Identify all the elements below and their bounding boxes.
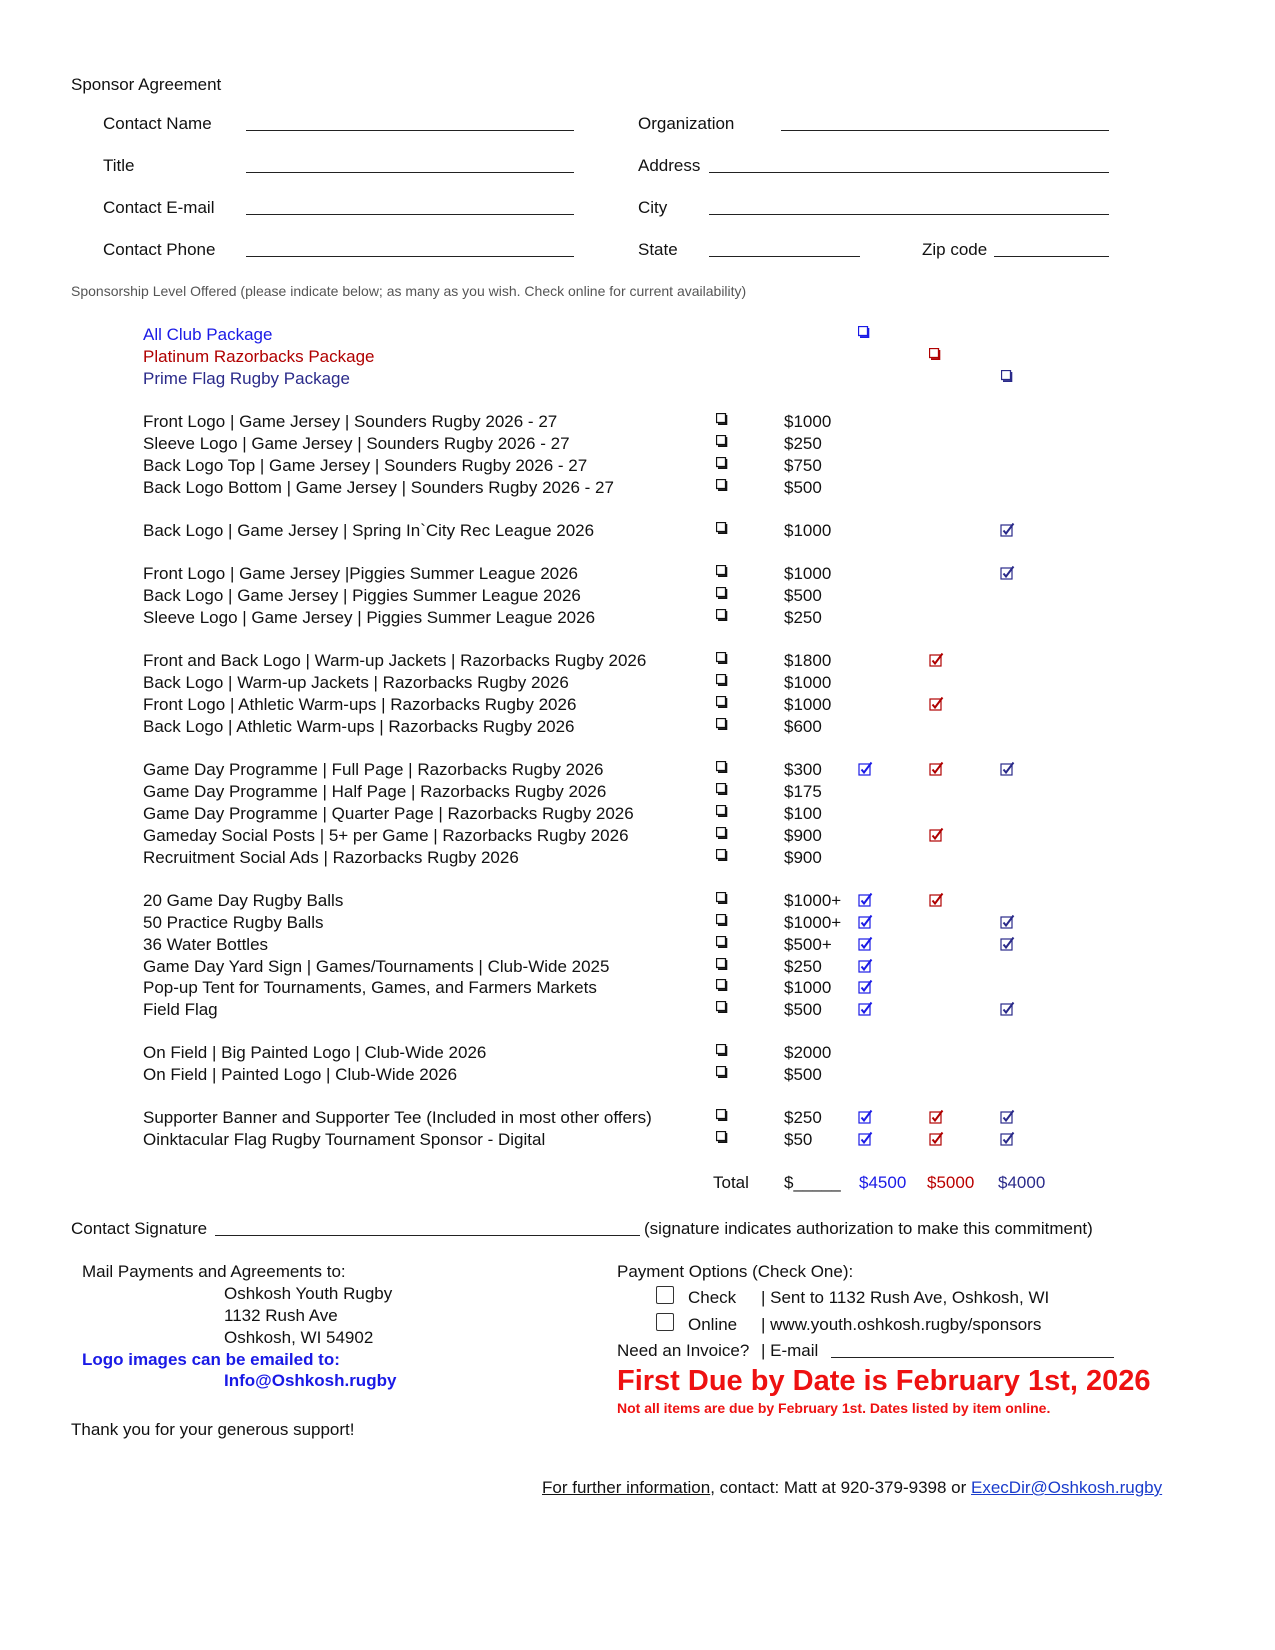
item-checkbox[interactable]: [716, 718, 728, 730]
package-included-check-icon: [858, 761, 873, 776]
footer-contact: [542, 1478, 1162, 1498]
payment-heading: Payment Options (Check One):: [617, 1262, 854, 1281]
item-label: Front Logo | Game Jersey | Sounders Rugby 2026 - 27: [143, 412, 558, 431]
item-checkbox[interactable]: [716, 696, 728, 708]
online-option-detail: | www.youth.oshkosh.rugby/sponsors: [761, 1315, 1042, 1334]
item-price: $500: [784, 1000, 822, 1019]
total-all-club: $4500: [859, 1173, 907, 1192]
city-label: City: [638, 198, 668, 217]
mail-street: 1132 Rush Ave: [224, 1306, 338, 1325]
package-name: All Club Package: [143, 325, 273, 344]
package-included-check-icon: [929, 827, 944, 842]
total-platinum: $5000: [927, 1173, 975, 1192]
contact-field-label: Contact Phone: [103, 240, 216, 259]
item-checkbox[interactable]: [716, 1131, 728, 1143]
package-included-check-icon: [1000, 936, 1015, 951]
thanks-text: Thank you for your generous support!: [71, 1420, 355, 1439]
package-included-check-icon: [1000, 522, 1015, 537]
item-price: $250: [784, 957, 822, 976]
total-label: Total: [713, 1173, 749, 1192]
package-included-check-icon: [929, 761, 944, 776]
package-name: Prime Flag Rugby Package: [143, 369, 350, 388]
item-label: Back Logo | Athletic Warm-ups | Razorbacks Rugby 2026: [143, 717, 575, 736]
package-included-check-icon: [929, 696, 944, 711]
package-included-check-icon: [858, 914, 873, 929]
levels-intro: Sponsorship Level Offered (please indicate below; as many as you wish. Check online for current availability): [71, 283, 747, 299]
item-price: $300: [784, 760, 822, 779]
package-checkbox[interactable]: [858, 326, 870, 338]
item-price: $900: [784, 826, 822, 845]
package-included-check-icon: [858, 936, 873, 951]
contact-field-input[interactable]: [246, 130, 574, 131]
item-checkbox[interactable]: [716, 565, 728, 577]
invoice-label: Need an Invoice?: [617, 1341, 750, 1360]
item-label: Game Day Programme | Full Page | Razorbacks Rugby 2026: [143, 760, 604, 779]
organization-field[interactable]: [781, 130, 1109, 131]
item-price: $500+: [784, 935, 832, 954]
online-option-label: Online: [688, 1315, 738, 1334]
zip-label: Zip code: [922, 240, 988, 259]
item-label: Back Logo | Game Jersey | Piggies Summer League 2026: [143, 586, 581, 605]
item-label: 50 Practice Rugby Balls: [143, 913, 324, 932]
check-option-detail: | Sent to 1132 Rush Ave, Oshkosh, WI: [761, 1288, 1050, 1307]
mail-org: Oshkosh Youth Rugby: [224, 1284, 393, 1303]
item-checkbox[interactable]: [716, 435, 728, 447]
exec-dir-email-link[interactable]: ExecDir@Oshkosh.rugby: [971, 1478, 1163, 1497]
package-name: Platinum Razorbacks Package: [143, 347, 375, 366]
package-included-check-icon: [858, 1109, 873, 1124]
check-option-box[interactable]: [656, 1286, 674, 1304]
item-checkbox[interactable]: [716, 914, 728, 926]
package-included-check-icon: [858, 892, 873, 907]
item-label: Back Logo Top | Game Jersey | Sounders Rugby 2026 - 27: [143, 456, 588, 475]
item-checkbox[interactable]: [716, 479, 728, 491]
page-title: Sponsor Agreement: [71, 75, 222, 94]
package-included-check-icon: [1000, 565, 1015, 580]
package-included-check-icon: [1000, 761, 1015, 776]
item-label: Oinktacular Flag Rugby Tournament Sponsor - Digital: [143, 1130, 546, 1149]
item-checkbox[interactable]: [716, 609, 728, 621]
item-checkbox[interactable]: [716, 1066, 728, 1078]
item-checkbox[interactable]: [716, 979, 728, 991]
invoice-email-field[interactable]: [831, 1357, 1114, 1358]
mail-heading: Mail Payments and Agreements to:: [82, 1262, 346, 1281]
item-checkbox[interactable]: [716, 761, 728, 773]
item-label: 20 Game Day Rugby Balls: [143, 891, 344, 910]
item-checkbox[interactable]: [716, 1044, 728, 1056]
item-label: Front Logo | Athletic Warm-ups | Razorbacks Rugby 2026: [143, 695, 577, 714]
contact-field-label: Contact E-mail: [103, 198, 215, 217]
item-checkbox[interactable]: [716, 827, 728, 839]
item-price: $1000+: [784, 891, 842, 910]
contact-field-label: Contact Name: [103, 114, 212, 133]
further-info: For further information: [542, 1478, 711, 1497]
address-label: Address: [638, 156, 701, 175]
item-checkbox[interactable]: [716, 849, 728, 861]
total-prime-flag: $4000: [998, 1173, 1046, 1192]
online-option-box[interactable]: [656, 1313, 674, 1331]
package-included-check-icon: [929, 652, 944, 667]
item-price: $500: [784, 586, 822, 605]
item-price: $1000: [784, 673, 832, 692]
item-label: Gameday Social Posts | 5+ per Game | Razorbacks Rugby 2026: [143, 826, 629, 845]
state-field[interactable]: [709, 256, 860, 257]
invoice-detail: | E-mail: [761, 1341, 819, 1360]
item-price: $250: [784, 608, 822, 627]
package-checkbox[interactable]: [1001, 370, 1013, 382]
package-included-check-icon: [1000, 1131, 1015, 1146]
item-label: Sleeve Logo | Game Jersey | Sounders Rugby 2026 - 27: [143, 434, 570, 453]
item-price: $750: [784, 456, 822, 475]
package-included-check-icon: [929, 1109, 944, 1124]
item-label: Game Day Programme | Half Page | Razorbacks Rugby 2026: [143, 782, 607, 801]
item-checkbox[interactable]: [716, 413, 728, 425]
item-label: Supporter Banner and Supporter Tee (Included in most other offers): [143, 1108, 652, 1127]
item-price: $50: [784, 1130, 813, 1149]
item-label: Pop-up Tent for Tournaments, Games, and Farmers Markets: [143, 978, 597, 997]
city-field[interactable]: [709, 214, 1109, 215]
state-label: State: [638, 240, 678, 259]
contact-field-input[interactable]: [246, 214, 574, 215]
package-included-check-icon: [858, 958, 873, 973]
item-label: Back Logo | Warm-up Jackets | Razorbacks Rugby 2026: [143, 673, 569, 692]
item-label: Game Day Yard Sign | Games/Tournaments | Club-Wide 2025: [143, 957, 610, 976]
item-checkbox[interactable]: [716, 958, 728, 970]
item-price: $1000: [784, 695, 832, 714]
address-field[interactable]: [709, 172, 1109, 173]
item-checkbox[interactable]: [716, 522, 728, 534]
item-checkbox[interactable]: [716, 1001, 728, 1013]
contact-field-input[interactable]: [246, 256, 574, 257]
signature-field[interactable]: [215, 1235, 640, 1236]
item-checkbox[interactable]: [716, 587, 728, 599]
item-price: $250: [784, 1108, 822, 1127]
item-label: 36 Water Bottles: [143, 935, 269, 954]
item-price: $175: [784, 782, 822, 801]
zip-field[interactable]: [994, 256, 1109, 257]
item-checkbox[interactable]: [716, 1109, 728, 1121]
item-price: $1000: [784, 521, 832, 540]
item-checkbox[interactable]: [716, 892, 728, 904]
contact-text: , contact: Matt at 920-379-9398 or: [710, 1478, 972, 1497]
total-blank[interactable]: $_____: [784, 1173, 841, 1192]
item-price: $1800: [784, 651, 832, 670]
item-label: Back Logo | Game Jersey | Spring In`City Rec League 2026: [143, 521, 595, 540]
item-price: $250: [784, 434, 822, 453]
item-price: $1000+: [784, 913, 842, 932]
contact-field-label: Title: [103, 156, 135, 175]
package-included-check-icon: [929, 892, 944, 907]
package-included-check-icon: [1000, 1001, 1015, 1016]
item-checkbox[interactable]: [716, 783, 728, 795]
package-included-check-icon: [1000, 1109, 1015, 1124]
item-price: $600: [784, 717, 822, 736]
package-included-check-icon: [1000, 914, 1015, 929]
due-headline: First Due by Date is February 1st, 2026: [617, 1365, 1151, 1397]
item-price: $1000: [784, 564, 832, 583]
item-checkbox[interactable]: [716, 652, 728, 664]
item-label: Sleeve Logo | Game Jersey | Piggies Summer League 2026: [143, 608, 596, 627]
item-label: Game Day Programme | Quarter Page | Razorbacks Rugby 2026: [143, 804, 634, 823]
item-checkbox[interactable]: [716, 674, 728, 686]
package-included-check-icon: [929, 1131, 944, 1146]
item-price: $900: [784, 848, 822, 867]
signature-note: (signature indicates authorization to make this commitment): [644, 1219, 1093, 1238]
logo-email[interactable]: Info@Oshkosh.rugby: [224, 1371, 397, 1390]
item-price: $100: [784, 804, 822, 823]
item-price: $1000: [784, 412, 832, 431]
package-included-check-icon: [858, 1001, 873, 1016]
mail-city: Oshkosh, WI 54902: [224, 1328, 374, 1347]
package-included-check-icon: [858, 979, 873, 994]
signature-label: Contact Signature: [71, 1219, 208, 1238]
item-label: Back Logo Bottom | Game Jersey | Sounders Rugby 2026 - 27: [143, 478, 614, 497]
item-label: Front and Back Logo | Warm-up Jackets | Razorbacks Rugby 2026: [143, 651, 647, 670]
logo-note: Logo images can be emailed to:: [82, 1350, 340, 1369]
item-price: $1000: [784, 978, 832, 997]
package-checkbox[interactable]: [929, 348, 941, 360]
item-price: $500: [784, 1065, 822, 1084]
item-checkbox[interactable]: [716, 805, 728, 817]
item-label: On Field | Big Painted Logo | Club-Wide 2026: [143, 1043, 487, 1062]
due-note: Not all items are due by February 1st. Dates listed by item online.: [617, 1400, 1051, 1416]
item-price: $500: [784, 478, 822, 497]
package-included-check-icon: [858, 1131, 873, 1146]
contact-field-input[interactable]: [246, 172, 574, 173]
item-label: Front Logo | Game Jersey |Piggies Summer League 2026: [143, 564, 579, 583]
item-label: Field Flag: [143, 1000, 218, 1019]
item-checkbox[interactable]: [716, 936, 728, 948]
item-price: $2000: [784, 1043, 832, 1062]
item-label: Recruitment Social Ads | Razorbacks Rugby 2026: [143, 848, 519, 867]
organization-label: Organization: [638, 114, 735, 133]
item-label: On Field | Painted Logo | Club-Wide 2026: [143, 1065, 458, 1084]
check-option-label: Check: [688, 1288, 737, 1307]
item-checkbox[interactable]: [716, 457, 728, 469]
